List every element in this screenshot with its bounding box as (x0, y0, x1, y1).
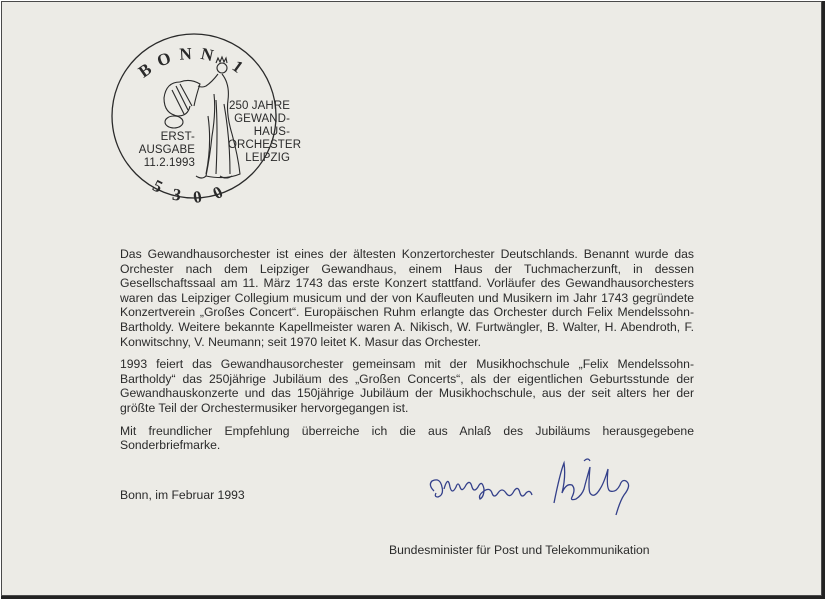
postmark-anniversary-label (228, 100, 302, 165)
handwritten-signature (424, 453, 654, 528)
paragraph-history: Das Gewandhausorchester ist eines der ältesten Konzertorchester Deutschlands. Benannt wurde das Orchester nach dem Leipziger Gewandhaus, einem Haus der Tuchmacherzunft, in dessen Gesellschaftssaal am 11. März 1743 das erste Konzert stattfand. Vorläufer des Gewandhausorchesters waren das Leipziger Collegium musicum und der von Kaufleuten und Musikern im Jahr 1743 gegründete Konzertverein „Großes Concert“. Europäischen Ruhm erlangte das Orchester durch Felix Mendelssohn-Bartholdy. Weitere bekannte Kapellmeister waren A. Nikisch, W. Furtwängler, B. Walter, H. Abendroth, F. Konwitschny, V. Neumann; seit 1970 leitet K. Masur das Orchester. (120, 247, 694, 349)
postmark-text-line: GEWAND- (234, 113, 290, 125)
postmark-bottom-arc: 5300 (149, 175, 239, 208)
postmark-first-issue-label (113, 131, 195, 170)
place-date: Bonn, im Februar 1993 (120, 488, 245, 502)
letter-body (120, 247, 694, 461)
paragraph-recommendation: Mit freundlicher Empfehlung überreiche ich die aus Anlaß des Jubiläums herausgegebene Sonderbriefmarke. (120, 423, 694, 453)
postmark-text-line: HAUS- (253, 126, 290, 138)
postmark-text-line: ORCHESTER (228, 139, 302, 151)
postmark-text-line: 250 JAHRE (229, 100, 290, 112)
paragraph-anniversary: 1993 feiert das Gewandhausorchester gemeinsam mit der Musikhochschule „Felix Mendelssohn-Bartholdy“ das 250jährige Jubiläum des „Großen Concerts“, als der eigentlichen Geburtsstunde der Gewandhauskonzerte und das 150jährige Jubiläum der Musikhochschule, aus der seit alters her der größte Teil der Orchestermusiker hervorgegangen ist. (120, 357, 694, 415)
postmark-text-line: 11.2.1993 (143, 157, 195, 169)
signatory-title: Bundesminister für Post und Telekommunikation (389, 543, 650, 557)
postmark-text-line: LEIPZIG (245, 152, 290, 164)
postmark-top-arc: BONN 1 (134, 43, 254, 82)
postmark-text-line: AUSGABE (138, 144, 195, 156)
postmark-text-line: ERST- (160, 131, 195, 143)
